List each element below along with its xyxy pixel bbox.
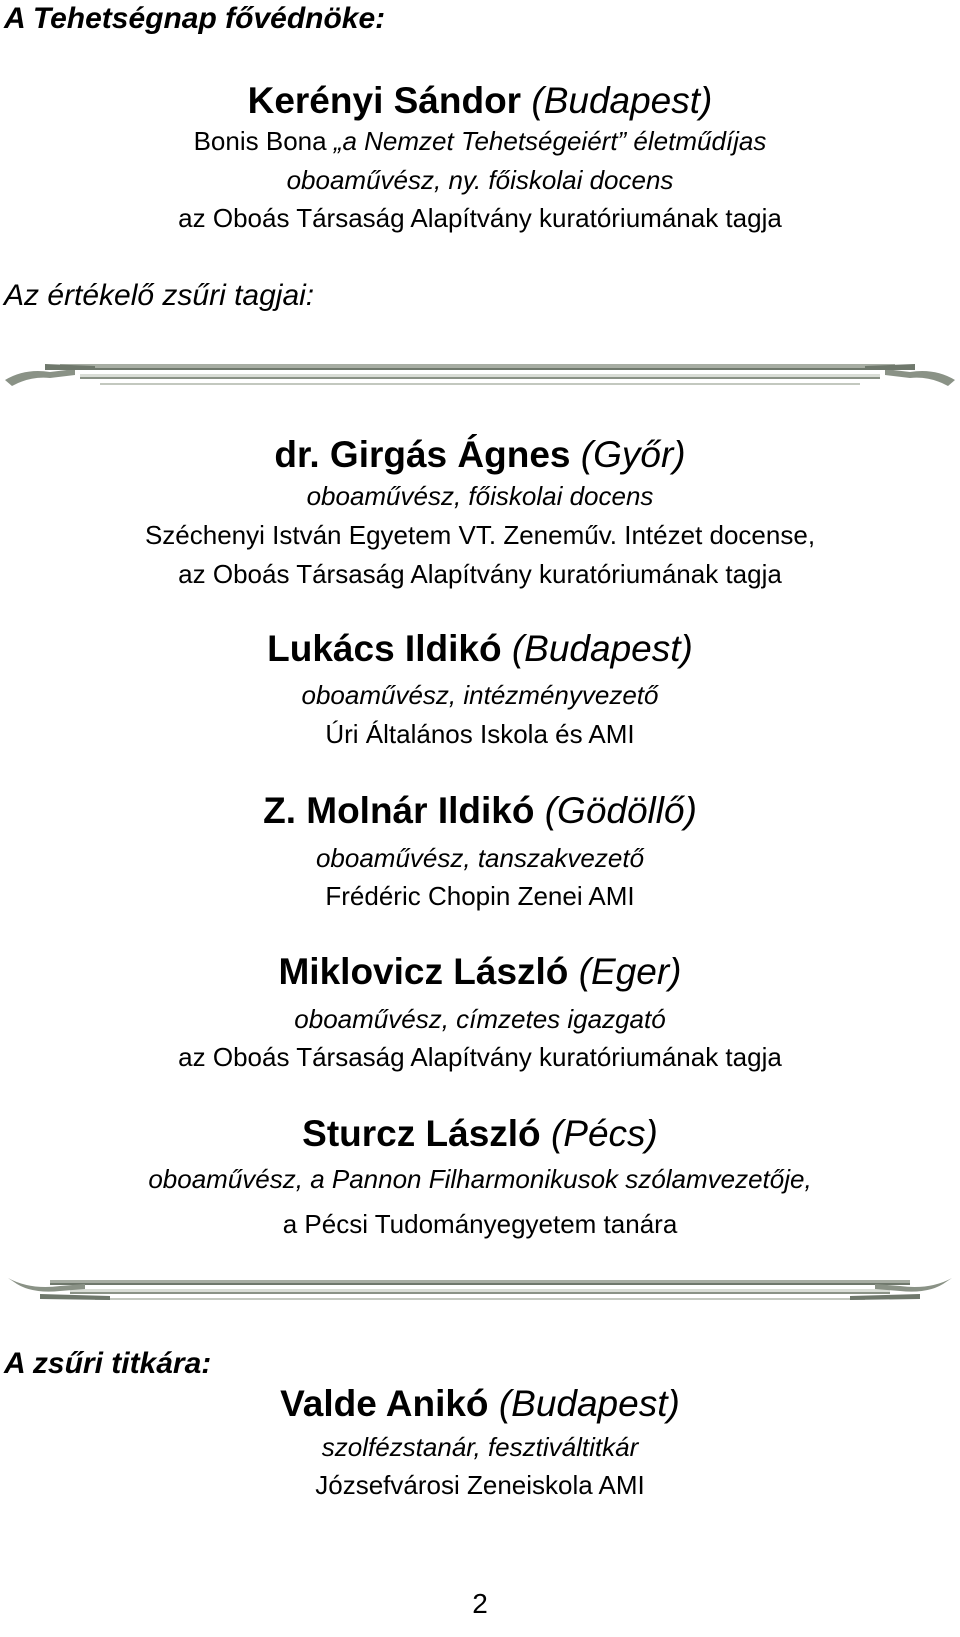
ornamental-divider-top	[0, 356, 960, 396]
secretary-line: Józsefvárosi Zeneiskola AMI	[315, 1470, 645, 1500]
jury-member-line: Frédéric Chopin Zenei AMI	[325, 881, 635, 911]
jury-member-line: az Oboás Társaság Alapítvány kuratóriumának tagja	[178, 1042, 782, 1072]
jury-member-name-line	[0, 630, 960, 667]
secretary-heading: A zsűri titkára:	[4, 1347, 212, 1380]
patron-heading: A Tehetségnap fővédnöke:	[4, 2, 386, 35]
jury-member-city: (Győr)	[580, 434, 686, 475]
jury-member-name-line	[0, 436, 960, 473]
secretary-city: (Budapest)	[498, 1383, 680, 1424]
secretary-name-line	[0, 1385, 960, 1422]
jury-member-name: dr. Girgás Ágnes	[274, 434, 571, 475]
jury-member-city: (Pécs)	[550, 1113, 658, 1154]
jury-member-name-line	[0, 953, 960, 990]
jury-member-city: (Eger)	[578, 951, 682, 992]
secretary-line: szolfézstanár, fesztiváltitkár	[321, 1432, 639, 1462]
jury-member-line: oboaművész, a Pannon Filharmonikusok szólamvezetője,	[148, 1164, 812, 1194]
ornamental-divider-bottom	[0, 1272, 960, 1312]
patron-title-line: oboaművész, ny. főiskolai docens	[286, 165, 674, 195]
patron-city: (Budapest)	[531, 80, 713, 121]
jury-member-line: Széchenyi István Egyetem VT. Zeneműv. Intézet docense,	[144, 520, 816, 550]
patron-name-line	[0, 82, 960, 119]
jury-member-line: oboaművész, címzetes igazgató	[294, 1004, 666, 1034]
jury-member-line: oboaművész, intézményvezető	[301, 680, 659, 710]
jury-member-city: (Budapest)	[511, 628, 693, 669]
jury-member-name: Z. Molnár Ildikó	[263, 790, 535, 831]
patron-name: Kerényi Sándor	[247, 80, 522, 121]
jury-member-line: oboaművész, tanszakvezető	[315, 843, 645, 873]
jury-member-name-line	[0, 1115, 960, 1152]
jury-member-line: Úri Általános Iskola és AMI	[325, 719, 635, 749]
patron-member-line: az Oboás Társaság Alapítvány kuratóriumának tagja	[178, 203, 782, 233]
jury-member-name: Sturcz László	[302, 1113, 541, 1154]
patron-award-prefix: Bonis Bona	[193, 126, 334, 156]
patron-award-italic: „a Nemzet Tehetségeiért” életműdíjas	[333, 126, 767, 156]
secretary-name: Valde Anikó	[280, 1383, 489, 1424]
jury-member-name-line	[0, 792, 960, 829]
jury-member-line: az Oboás Társaság Alapítvány kuratóriumának tagja	[178, 559, 782, 589]
jury-member-name: Lukács Ildikó	[267, 628, 502, 669]
jury-member-line: oboaművész, főiskolai docens	[306, 481, 654, 511]
jury-member-city: (Gödöllő)	[544, 790, 697, 831]
jury-member-name: Miklovicz László	[278, 951, 569, 992]
jury-member-line: a Pécsi Tudományegyetem tanára	[282, 1209, 678, 1239]
patron-award-line	[0, 128, 960, 154]
page-number: 2	[472, 1588, 488, 1619]
jury-heading: Az értékelő zsűri tagjai:	[4, 279, 315, 312]
